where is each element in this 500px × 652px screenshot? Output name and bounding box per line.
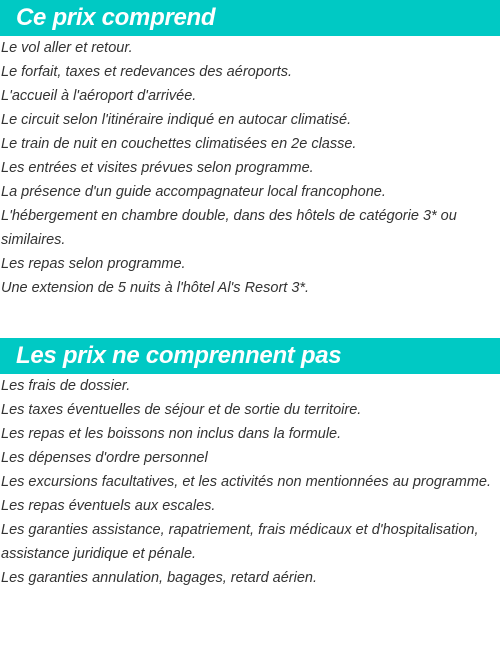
excluded-heading: Les prix ne comprennent pas	[0, 338, 500, 374]
section-spacer	[0, 300, 500, 338]
included-section	[0, 0, 500, 300]
list-item: Le train de nuit en couchettes climatisées en 2e classe.	[1, 136, 357, 152]
list-item: Une extension de 5 nuits à l'hôtel Al's Resort 3*.	[1, 280, 310, 296]
list-item: Les dépenses d'ordre personnel	[1, 450, 208, 466]
included-heading: Ce prix comprend	[0, 0, 500, 36]
list-item: Les repas éventuels aux escales.	[1, 498, 216, 514]
list-item: Les garanties assistance, rapatriement, frais médicaux et d'hospitalisation, assistance juridique et pénale.	[1, 522, 479, 562]
list-item: Le forfait, taxes et redevances des aéroports.	[1, 64, 292, 80]
list-item: L'hébergement en chambre double, dans des hôtels de catégorie 3* ou similaires.	[1, 208, 457, 248]
list-item: Les taxes éventuelles de séjour et de sortie du territoire.	[1, 402, 362, 418]
list-item: Les excursions facultatives, et les activités non mentionnées au programme.	[1, 474, 492, 490]
list-item: Les garanties annulation, bagages, retard aérien.	[1, 570, 317, 586]
list-item: Le circuit selon l'itinéraire indiqué en autocar climatisé.	[1, 112, 352, 128]
list-item: Les repas selon programme.	[1, 256, 186, 272]
excluded-list	[0, 374, 500, 590]
list-item: Les entrées et visites prévues selon programme.	[1, 160, 314, 176]
list-item: L'accueil à l'aéroport d'arrivée.	[1, 88, 197, 104]
excluded-section	[0, 338, 500, 590]
list-item: Le vol aller et retour.	[1, 40, 133, 56]
list-item: Les frais de dossier.	[1, 378, 131, 394]
list-item: Les repas et les boissons non inclus dans la formule.	[1, 426, 342, 442]
list-item: La présence d'un guide accompagnateur local francophone.	[1, 184, 386, 200]
included-list	[0, 36, 500, 300]
